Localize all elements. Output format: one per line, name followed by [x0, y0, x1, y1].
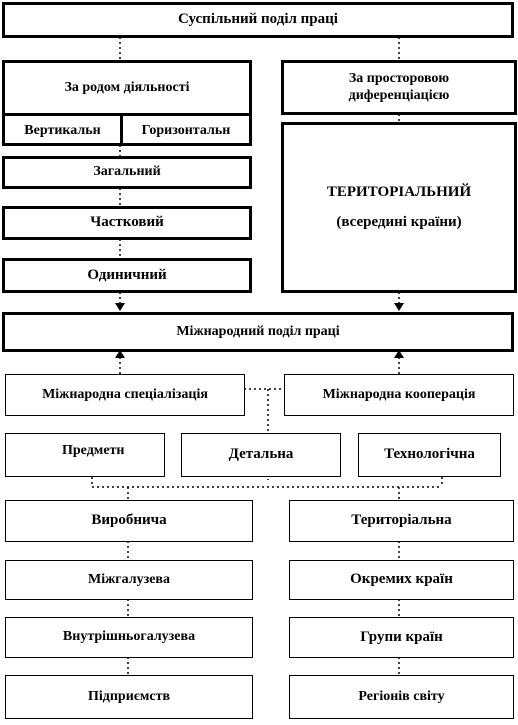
- separate-countries-label: Окремих країн: [350, 571, 453, 588]
- level-general-node: [2, 156, 252, 189]
- horizontal-cell: [123, 116, 249, 146]
- intrasectoral-label: Внутрішньогалузева: [62, 629, 196, 645]
- by-activity-split: [5, 116, 249, 146]
- territorial-division-label: Територіальна: [351, 512, 452, 529]
- detail-label: Детальна: [228, 446, 294, 463]
- detail-node: [181, 433, 341, 477]
- level-partial-label: Частковий: [90, 214, 164, 231]
- top-node: [2, 2, 514, 38]
- world-regions-label: Регіонів світу: [358, 688, 445, 704]
- territorial-node: [281, 122, 517, 293]
- level-general-label: Загальний: [93, 164, 161, 180]
- international-label: Міжнародний поділ праці: [176, 323, 340, 339]
- arrow-down-right: [394, 303, 404, 311]
- intersectoral-label: Міжгалузева: [88, 571, 170, 587]
- top-label: Суспільний поділ праці: [178, 11, 338, 28]
- enterprises-label: Підприємств: [87, 688, 171, 704]
- production-label: Виробнича: [91, 512, 167, 529]
- cooperation-node: [284, 374, 514, 416]
- international-node: [2, 312, 514, 352]
- by-activity-node: [2, 60, 252, 146]
- arrow-down-left: [115, 303, 125, 311]
- level-single-node: [2, 258, 252, 293]
- enterprises-node: [5, 675, 253, 719]
- vertical-label: Вертикальн: [24, 122, 101, 138]
- separate-countries-node: [289, 560, 514, 600]
- country-groups-label: Групи країн: [360, 628, 443, 645]
- subject-label: Предметн: [62, 443, 125, 458]
- spatial-title-line1: За просторовою: [348, 71, 450, 87]
- technological-node: [358, 433, 501, 477]
- technological-label: Технологічна: [384, 446, 475, 463]
- specialization-label: Міжнародна спеціалізація: [42, 386, 208, 402]
- by-activity-title: За родом діяльності: [64, 79, 190, 95]
- specialization-node: [5, 374, 245, 416]
- by-activity-header: [5, 63, 249, 116]
- territorial-division-node: [289, 500, 514, 542]
- spatial-node: [281, 60, 517, 115]
- horizontal-label: Горизонтальн: [141, 122, 231, 138]
- level-single-label: Одиничний: [87, 266, 167, 283]
- production-node: [5, 500, 253, 542]
- subject-node: [5, 433, 165, 477]
- spatial-title-line2: диференціацією: [348, 87, 450, 103]
- intersectoral-node: [5, 560, 253, 600]
- intrasectoral-node: [5, 617, 253, 658]
- world-regions-node: [289, 675, 514, 719]
- territorial-line2: (всередині країни): [336, 213, 462, 230]
- cooperation-label: Міжнародна кооперація: [322, 386, 476, 402]
- territorial-line1: ТЕРИТОРІАЛЬНИЙ: [326, 184, 472, 201]
- vertical-cell: [5, 116, 123, 146]
- country-groups-node: [289, 617, 514, 658]
- level-partial-node: [2, 206, 252, 240]
